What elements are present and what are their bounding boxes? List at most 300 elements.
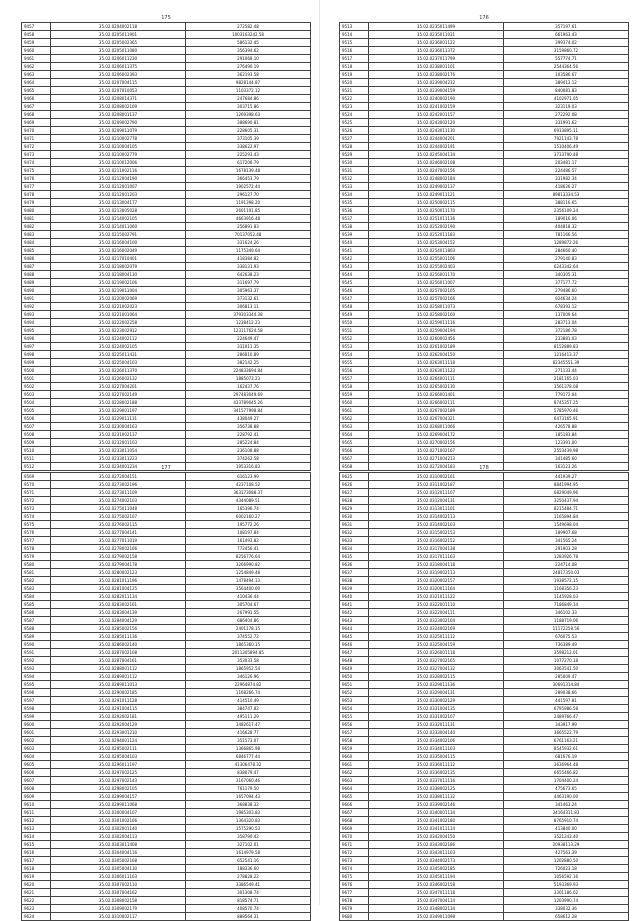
code-cell: 35.02.0219002106 — [51, 279, 186, 287]
row-number-cell: 9520 — [340, 79, 369, 87]
code-cell: 35.02.0334002106 — [369, 737, 504, 745]
amount-cell: 495111.29 — [186, 713, 311, 721]
code-cell: 35.02.0310002117 — [51, 913, 186, 921]
row-number-cell: 9534 — [340, 191, 369, 199]
table-row — [22, 721, 311, 729]
amount-cell: 331982.34 — [504, 175, 629, 183]
code-cell: 35.02.0207010053 — [51, 87, 186, 95]
table-row — [22, 825, 311, 833]
amount-cell: 8745357.25 — [504, 399, 629, 407]
amount-cell: 408570.74 — [186, 905, 311, 913]
row-number-cell: 9646 — [340, 641, 369, 649]
amount-cell: 426578.88 — [504, 423, 629, 431]
table-row — [340, 207, 629, 215]
table-row — [340, 913, 629, 921]
amount-cell: 338131.93 — [186, 263, 311, 271]
row-number-cell: 9614 — [22, 833, 51, 841]
code-cell: 35.02.0216002049 — [51, 247, 186, 255]
amount-cell: 224714.08 — [504, 561, 629, 569]
amount-cell: 779172.04 — [504, 391, 629, 399]
row-number-cell: 9528 — [340, 143, 369, 151]
amount-cell: 373132.61 — [186, 295, 311, 303]
amount-cell: 1168266.74 — [186, 689, 311, 697]
amount-cell: 311697.79 — [186, 279, 311, 287]
table-row — [340, 633, 629, 641]
table-row — [340, 359, 629, 367]
table-row — [22, 47, 311, 55]
row-number-cell: 9463 — [22, 71, 51, 79]
amount-cell: 34164311.83 — [504, 809, 629, 817]
amount-cell: 1289872.26 — [504, 239, 629, 247]
table-row — [22, 777, 311, 785]
table-row — [22, 111, 311, 119]
amount-cell: 283713.04 — [504, 319, 629, 327]
code-cell: 35.02.0278002166 — [51, 545, 186, 553]
table-row — [22, 31, 311, 39]
row-number-cell: 9643 — [340, 617, 369, 625]
code-cell: 35.02.0279004178 — [51, 561, 186, 569]
table-row — [340, 769, 629, 777]
row-number-cell: 9494 — [22, 319, 51, 327]
code-cell: 35.02.0329004131 — [369, 689, 504, 697]
code-cell: 35.02.0265002130 — [369, 383, 504, 391]
code-cell: 35.02.0323002104 — [369, 617, 504, 625]
row-number-cell: 9567 — [340, 455, 369, 463]
code-cell: 35.02.0299004157 — [51, 793, 186, 801]
amount-cell: 1056592.16 — [504, 873, 629, 881]
table-row — [340, 143, 629, 151]
table-row — [22, 359, 311, 367]
amount-cell: 3386549.41 — [186, 881, 311, 889]
row-number-cell: 9655 — [340, 713, 369, 721]
table-row — [340, 231, 629, 239]
amount-cell: 384747.82 — [186, 705, 311, 713]
code-cell: 35.02.0287002108 — [51, 649, 186, 657]
row-number-cell: 9604 — [22, 753, 51, 761]
row-number-cell: 9641 — [340, 601, 369, 609]
table-row — [22, 143, 311, 151]
amount-cell: 1191398.20 — [186, 199, 311, 207]
table-row — [340, 71, 629, 79]
table-row — [22, 135, 311, 143]
row-number-cell: 9480 — [22, 207, 51, 215]
row-number-cell: 9594 — [22, 673, 51, 681]
amount-cell: 8841994.95 — [504, 481, 629, 489]
table-row — [22, 151, 311, 159]
code-cell: 35.02.0325011112 — [369, 633, 504, 641]
table-row — [22, 761, 311, 769]
amount-cell: 388116.65 — [504, 199, 629, 207]
amount-cell: 224649.47 — [186, 335, 311, 343]
amount-cell: 761179.50 — [186, 785, 311, 793]
table-row — [340, 111, 629, 119]
data-table — [21, 22, 311, 471]
code-cell: 35.02.0345011194 — [369, 873, 504, 881]
amount-cell: 1077270.18 — [504, 657, 629, 665]
table-row — [22, 793, 311, 801]
amount-cell: 6913895.11 — [504, 127, 629, 135]
amount-cell: 189907.68 — [504, 529, 629, 537]
row-number-cell: 9621 — [22, 889, 51, 897]
code-cell: 35.02.0259011116 — [369, 319, 504, 327]
code-cell: 35.02.0225004103 — [51, 359, 186, 367]
row-number-cell: 9667 — [340, 809, 369, 817]
amount-cell: 6761163.21 — [504, 737, 629, 745]
code-cell: 35.02.0320002157 — [369, 577, 504, 585]
code-cell: 35.02.0321011122 — [369, 593, 504, 601]
table-row — [340, 175, 629, 183]
code-cell: 35.02.0227004201 — [51, 383, 186, 391]
amount-cell: 362193.58 — [186, 71, 311, 79]
code-cell: 35.02.0343002186 — [369, 841, 504, 849]
row-number-cell: 9654 — [340, 705, 369, 713]
amount-cell: 1203990.74 — [504, 897, 629, 905]
row-number-cell: 9584 — [22, 593, 51, 601]
table-row — [22, 913, 311, 921]
table-row — [340, 777, 629, 785]
code-cell: 35.02.0206002393 — [51, 71, 186, 79]
code-cell: 35.02.0220002069 — [51, 295, 186, 303]
code-cell: 35.02.0213005028 — [51, 207, 186, 215]
table-row — [340, 223, 629, 231]
code-cell: 35.02.0302004113 — [51, 833, 186, 841]
row-number-cell: 9555 — [340, 359, 369, 367]
amount-cell: 3598212.01 — [504, 649, 629, 657]
row-number-cell: 9560 — [340, 399, 369, 407]
row-number-cell: 9593 — [22, 665, 51, 673]
amount-cell: 1003163242.58 — [186, 31, 311, 39]
row-number-cell: 9548 — [340, 303, 369, 311]
row-number-cell: 9653 — [340, 697, 369, 705]
table-row — [22, 391, 311, 399]
code-cell: 35.02.0345002185 — [369, 865, 504, 873]
table-row — [340, 303, 629, 311]
amount-cell: 338622.97 — [186, 143, 311, 151]
code-cell: 35.02.0234001234 — [51, 463, 186, 471]
row-number-cell: 9503 — [22, 391, 51, 399]
amount-cell: 1364320.83 — [186, 817, 311, 825]
code-cell: 35.02.0263011118 — [369, 359, 504, 367]
table-row — [22, 497, 311, 505]
amount-cell: 356738.88 — [186, 423, 311, 431]
amount-cell: 433789045.26 — [186, 399, 311, 407]
row-number-cell: 9665 — [340, 793, 369, 801]
table-row — [22, 769, 311, 777]
code-cell: 35.02.0205011901 — [51, 31, 186, 39]
table-row — [22, 873, 311, 881]
page-number: 175 — [161, 15, 171, 21]
row-number-cell: 9542 — [340, 255, 369, 263]
row-number-cell: 9551 — [340, 327, 369, 335]
row-number-cell: 9676 — [340, 881, 369, 889]
row-number-cell: 9663 — [340, 777, 369, 785]
code-cell: 35.02.0322001110 — [369, 601, 504, 609]
row-number-cell: 9460 — [22, 47, 51, 55]
amount-cell: 840081.83 — [504, 87, 629, 95]
table-row — [340, 489, 629, 497]
table-row — [22, 119, 311, 127]
amount-cell: 924634.24 — [504, 295, 629, 303]
row-number-cell: 9483 — [22, 231, 51, 239]
code-cell: 35.02.0239004159 — [369, 87, 504, 95]
code-cell: 35.02.0299011068 — [51, 801, 186, 809]
amount-cell: 8765910.74 — [504, 817, 629, 825]
code-cell: 35.02.0238001101 — [369, 63, 504, 71]
code-cell: 35.02.0263011123 — [369, 367, 504, 375]
row-number-cell: 9469 — [22, 119, 51, 127]
code-cell: 35.02.0257002105 — [369, 287, 504, 295]
row-number-cell: 9642 — [340, 609, 369, 617]
table-row — [22, 849, 311, 857]
row-number-cell: 9473 — [22, 151, 51, 159]
row-number-cell: 9620 — [22, 881, 51, 889]
table-row — [22, 481, 311, 489]
row-number-cell: 9559 — [340, 391, 369, 399]
table-row — [22, 585, 311, 593]
amount-cell: 351573.07 — [186, 737, 311, 745]
row-number-cell: 9545 — [340, 279, 369, 287]
amount-cell: 366453.79 — [186, 175, 311, 183]
code-cell: 35.02.0276002115 — [51, 521, 186, 529]
row-number-cell: 9491 — [22, 295, 51, 303]
table-row — [22, 223, 311, 231]
row-number-cell: 9467 — [22, 103, 51, 111]
code-cell: 35.02.0308002158 — [51, 897, 186, 905]
code-cell: 35.02.0331002107 — [369, 713, 504, 721]
table-row — [340, 335, 629, 343]
code-cell: 35.02.0254011803 — [369, 247, 504, 255]
amount-cell: 818574.71 — [186, 897, 311, 905]
code-cell: 35.02.0259004194 — [369, 327, 504, 335]
amount-cell: 1953316.83 — [186, 463, 311, 471]
table-row — [22, 71, 311, 79]
table-row — [22, 127, 311, 135]
amount-cell: 8152889.83 — [504, 343, 629, 351]
code-cell: 35.02.0318004118 — [369, 561, 504, 569]
code-cell: 35.02.0271004213 — [369, 455, 504, 463]
amount-cell: 686404.86 — [186, 617, 311, 625]
table-row — [22, 39, 311, 47]
table-row — [340, 383, 629, 391]
code-cell: 35.02.0243002120 — [369, 119, 504, 127]
row-number-cell: 9647 — [340, 649, 369, 657]
table-row — [340, 545, 629, 553]
table-row — [22, 633, 311, 641]
table-row — [340, 585, 629, 593]
table-row — [22, 183, 311, 191]
amount-cell: 89813334.53 — [504, 191, 629, 199]
code-cell: 35.02.0310002161 — [369, 473, 504, 481]
code-cell: 35.02.0316002152 — [369, 537, 504, 545]
code-cell: 35.02.0266002111 — [369, 399, 504, 407]
amount-cell: 4102971.05 — [504, 95, 629, 103]
row-number-cell: 9579 — [22, 553, 51, 561]
code-cell: 35.02.0255002403 — [369, 263, 504, 271]
amount-cell: 413840.00 — [504, 825, 629, 833]
row-number-cell: 9539 — [340, 231, 369, 239]
amount-cell: 363173088.37 — [186, 489, 311, 497]
table-row — [340, 375, 629, 383]
amount-cell: 389413.12 — [504, 79, 629, 87]
table-row — [22, 705, 311, 713]
amount-cell: 1657094.43 — [186, 793, 311, 801]
amount-cell: 331991.62 — [504, 119, 629, 127]
table-row — [340, 497, 629, 505]
amount-cell: 356394.62 — [186, 47, 311, 55]
table-row — [340, 817, 629, 825]
row-number-cell: 9507 — [22, 423, 51, 431]
row-number-cell: 9576 — [22, 529, 51, 537]
row-number-cell: 9637 — [340, 569, 369, 577]
table-row — [22, 191, 311, 199]
code-cell: 35.02.0208014371 — [51, 95, 186, 103]
code-cell: 35.02.0228002188 — [51, 399, 186, 407]
amount-cell: 838079.47 — [186, 769, 311, 777]
amount-cell: 203481.17 — [504, 159, 629, 167]
amount-cell: 279486.60 — [504, 287, 629, 295]
table-row — [22, 593, 311, 601]
row-number-cell: 9592 — [22, 657, 51, 665]
code-cell: 35.02.0312011107 — [369, 489, 504, 497]
code-cell: 35.02.0285011136 — [51, 633, 186, 641]
table-row — [22, 87, 311, 95]
amount-cell: 5785970.46 — [504, 407, 629, 415]
code-cell: 35.02.0341011114 — [369, 825, 504, 833]
amount-cell: 781166.56 — [504, 231, 629, 239]
row-number-cell: 9657 — [340, 729, 369, 737]
row-number-cell: 9554 — [340, 351, 369, 359]
amount-cell: 341577998.84 — [186, 407, 311, 415]
code-cell: 35.02.0226002132 — [51, 375, 186, 383]
code-cell: 35.02.0343011103 — [369, 849, 504, 857]
code-cell: 35.02.0338002125 — [369, 785, 504, 793]
code-cell: 35.02.0325004159 — [369, 641, 504, 649]
table-row — [340, 905, 629, 913]
amount-cell: 1168356.23 — [504, 585, 629, 593]
table-row — [340, 351, 629, 359]
amount-cell: 2489766.47 — [504, 713, 629, 721]
amount-cell: 353033.58 — [186, 657, 311, 665]
code-cell: 35.02.0322004111 — [369, 609, 504, 617]
code-cell: 35.02.0275011048 — [51, 505, 186, 513]
row-number-cell: 9499 — [22, 359, 51, 367]
table-row — [22, 713, 311, 721]
amount-cell: 20938113.29 — [504, 841, 629, 849]
table-row — [22, 665, 311, 673]
code-cell: 35.02.0256011007 — [369, 279, 504, 287]
amount-cell: 284660.40 — [504, 247, 629, 255]
code-cell: 35.02.0302001140 — [51, 825, 186, 833]
row-number-cell: 9633 — [340, 537, 369, 545]
code-cell: 35.02.0297002125 — [51, 769, 186, 777]
code-cell: 35.02.0336002135 — [369, 769, 504, 777]
code-cell: 35.02.0298002105 — [51, 785, 186, 793]
table-row — [22, 351, 311, 359]
page-number: 177 — [161, 465, 171, 471]
code-cell: 35.02.0307002110 — [51, 881, 186, 889]
amount-cell: 137009.64 — [504, 311, 629, 319]
amount-cell: 327102.01 — [186, 841, 311, 849]
table-row — [340, 103, 629, 111]
table-row — [340, 833, 629, 841]
table-row — [22, 601, 311, 609]
row-number-cell: 9648 — [340, 657, 369, 665]
row-number-cell: 9533 — [340, 183, 369, 191]
row-number-cell: 9458 — [22, 31, 51, 39]
row-number-cell: 9596 — [22, 689, 51, 697]
code-cell: 35.02.0314002103 — [369, 521, 504, 529]
amount-cell: 22964874.82 — [186, 681, 311, 689]
table-row — [340, 439, 629, 447]
amount-cell: 338032.36 — [504, 905, 629, 913]
row-number-cell: 9472 — [22, 143, 51, 151]
code-cell: 35.02.0267004321 — [369, 415, 504, 423]
row-number-cell: 9672 — [340, 849, 369, 857]
table-row — [22, 617, 311, 625]
code-cell: 35.02.0249002137 — [369, 183, 504, 191]
amount-cell: 1938572.15 — [504, 577, 629, 585]
code-cell: 35.02.0236001122 — [369, 39, 504, 47]
code-cell: 35.02.0347004114 — [369, 897, 504, 905]
code-cell: 35.02.0336011112 — [369, 761, 504, 769]
amount-cell: 341565.24 — [504, 537, 629, 545]
code-cell: 35.02.0253004152 — [369, 239, 504, 247]
amount-cell: 661963.43 — [504, 31, 629, 39]
row-number-cell: 9530 — [340, 159, 369, 167]
row-number-cell: 9677 — [340, 889, 369, 897]
row-number-cell: 9616 — [22, 849, 51, 857]
code-cell: 35.02.0292002181 — [51, 713, 186, 721]
code-cell: 35.02.0329011136 — [369, 681, 504, 689]
table-row — [22, 303, 311, 311]
table-row — [22, 167, 311, 175]
row-number-cell: 9478 — [22, 191, 51, 199]
code-cell: 35.02.0241002159 — [369, 103, 504, 111]
row-number-cell: 9490 — [22, 287, 51, 295]
table-row — [340, 689, 629, 697]
amount-cell: 410436.44 — [186, 593, 311, 601]
code-cell: 35.02.0251011136 — [369, 215, 504, 223]
table-row — [340, 159, 629, 167]
row-number-cell: 9502 — [22, 383, 51, 391]
amount-cell: 418626.27 — [504, 183, 629, 191]
amount-cell: 272582.48 — [186, 23, 311, 31]
amount-cell: 286810.89 — [186, 351, 311, 359]
amount-cell: 736389.49 — [504, 641, 629, 649]
table-row — [22, 657, 311, 665]
code-cell: 35.02.0214002105 — [51, 215, 186, 223]
row-number-cell: 9549 — [340, 311, 369, 319]
code-cell: 35.02.0295002111 — [51, 745, 186, 753]
code-cell: 35.02.0224002105 — [51, 343, 186, 351]
row-number-cell: 9493 — [22, 311, 51, 319]
code-cell: 35.02.0301002166 — [51, 817, 186, 825]
table-row — [22, 569, 311, 577]
row-number-cell: 9670 — [340, 833, 369, 841]
row-number-cell: 9675 — [340, 873, 369, 881]
row-number-cell: 9632 — [340, 529, 369, 537]
row-number-cell: 9627 — [340, 489, 369, 497]
table-row — [340, 697, 629, 705]
row-number-cell: 9526 — [340, 127, 369, 135]
code-cell: 35.02.0305002168 — [51, 857, 186, 865]
amount-cell: 4463190.00 — [504, 793, 629, 801]
amount-cell: 1510406.49 — [504, 143, 629, 151]
code-cell: 35.02.0296011197 — [51, 761, 186, 769]
code-cell: 35.02.0204002118 — [51, 23, 186, 31]
row-number-cell: 9572 — [22, 497, 51, 505]
code-cell: 35.02.0333004140 — [369, 729, 504, 737]
